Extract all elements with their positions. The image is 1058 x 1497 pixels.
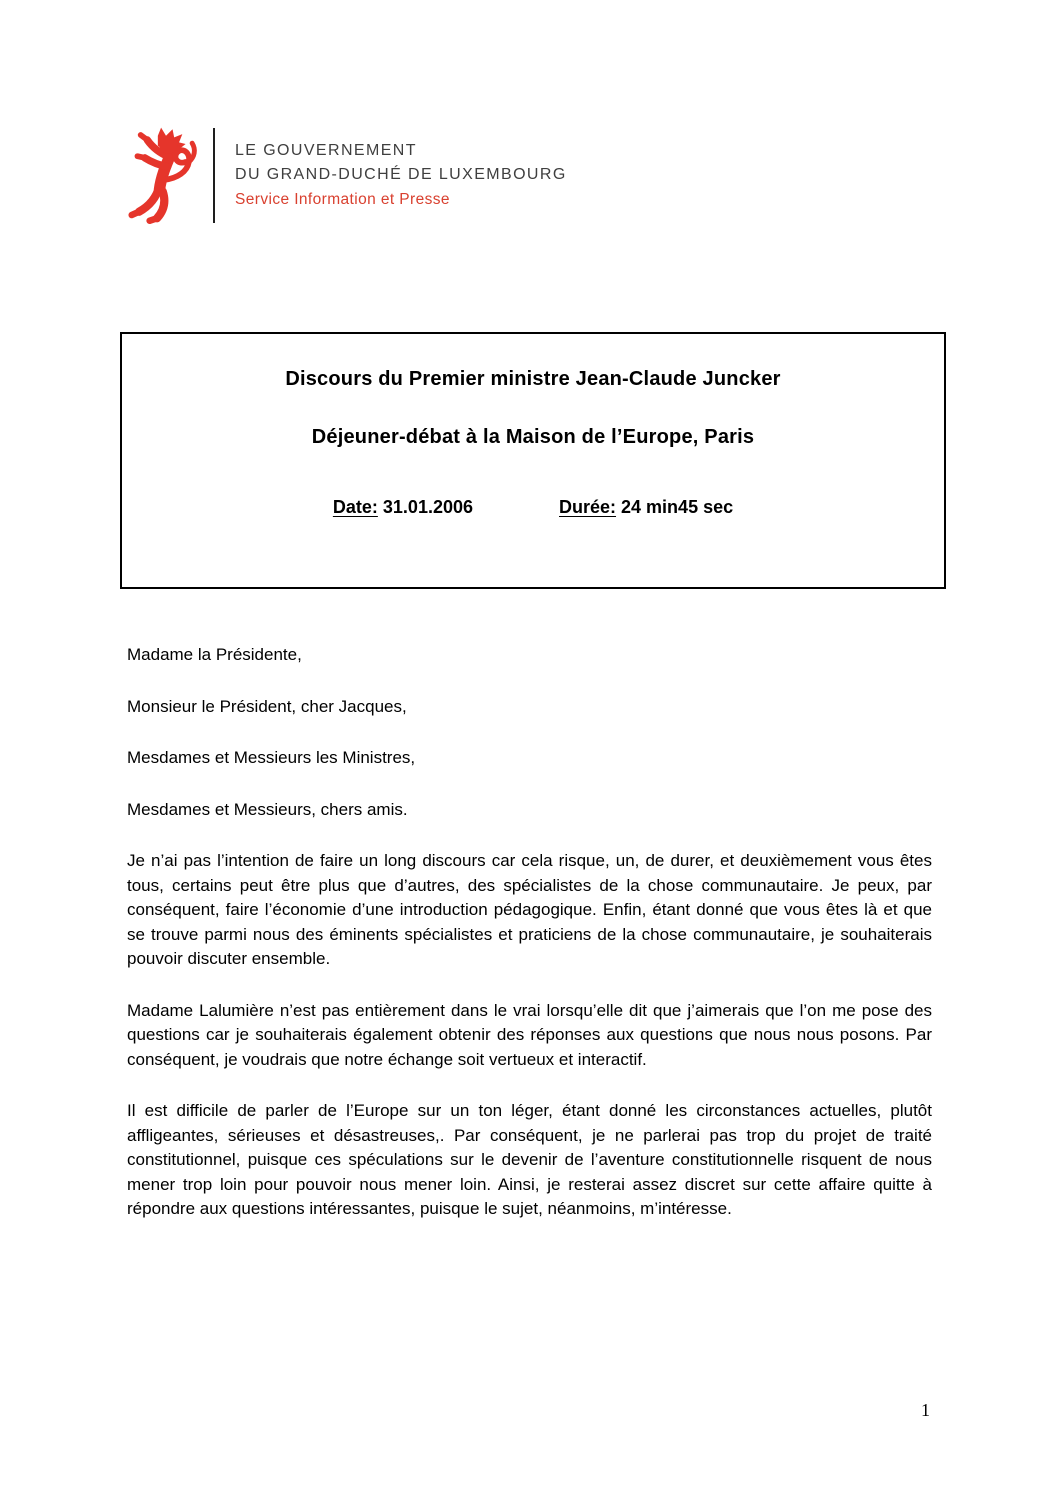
government-logo bbox=[125, 126, 567, 224]
luxembourg-lion-icon bbox=[125, 126, 207, 224]
speech-paragraph: Madame Lalumière n’est pas entièrement dans le vrai lorsqu’elle dit que j’aimerais que l’on me pose des questions car je souhaiterais également obtenir des réponses aux questions que nous nous posons. Par conséquent, je voudrais que notre échange soit vertueux et interactif. bbox=[127, 1000, 932, 1069]
logo-divider bbox=[213, 128, 215, 223]
salutation-line: Mesdames et Messieurs, chers amis. bbox=[127, 799, 408, 819]
date-duration-row bbox=[122, 497, 944, 518]
date-field bbox=[333, 497, 473, 518]
duration-field bbox=[559, 497, 733, 518]
speech-paragraph: Il est difficile de parler de l’Europe sur un ton léger, étant donné les circonstances actuelles, plutôt affligeantes, sérieuses et désastreuses,. Par conséquent, je ne parlerai pas trop du projet de traité constitutionnel, puisque ces spéculations sur le devenir de l’aventure constitutionnelle risquent de nous mener trop loin pour pouvoir nous mener loin. Ainsi, je resterai assez discret sur cette affaire quitte à répondre aux questions intéressantes, puisque le sujet, néanmoins, m’intéresse. bbox=[127, 1101, 932, 1218]
salutation-line: Monsieur le Président, cher Jacques, bbox=[127, 696, 407, 716]
date-label: Date: bbox=[332, 497, 378, 517]
speech-paragraph: Je n’ai pas l’intention de faire un long discours car cela risque, un, de durer, et deuxièmement vous êtes tous, certains peut être plus que d’autres, des spécialistes de la chose communautaire. Je peux, par conséquent, faire l’économie d’une introduction pédagogique. Enfin, étant donné que vous êtes là et que se trouve parmi nous des éminents spécialistes et praticiens de la chose communautaire, je souhaiterais pouvoir discuter ensemble. bbox=[127, 851, 932, 968]
logo-text-block bbox=[235, 139, 567, 212]
service-name-line: Service Information et Presse bbox=[235, 190, 450, 208]
speech-title-box bbox=[120, 332, 946, 589]
date-value: 31.01.2006 bbox=[382, 497, 473, 517]
salutation-line: Mesdames et Messieurs les Ministres, bbox=[127, 748, 416, 767]
gov-name-line2: DU GRAND-DUCHÉ DE LUXEMBOURG bbox=[235, 165, 567, 183]
duration-label: Durée: bbox=[559, 497, 617, 517]
speech-body bbox=[127, 643, 932, 1249]
gov-name-line1: LE GOUVERNEMENT bbox=[235, 141, 417, 159]
speech-subtitle: Déjeuner-débat à la Maison de l’Europe, Paris bbox=[311, 426, 755, 448]
speech-title: Discours du Premier ministre Jean-Claude Juncker bbox=[285, 368, 781, 390]
page-number: 1 bbox=[921, 1400, 930, 1420]
duration-value: 24 min45 sec bbox=[621, 497, 734, 517]
salutation-line: Madame la Présidente, bbox=[127, 645, 302, 664]
